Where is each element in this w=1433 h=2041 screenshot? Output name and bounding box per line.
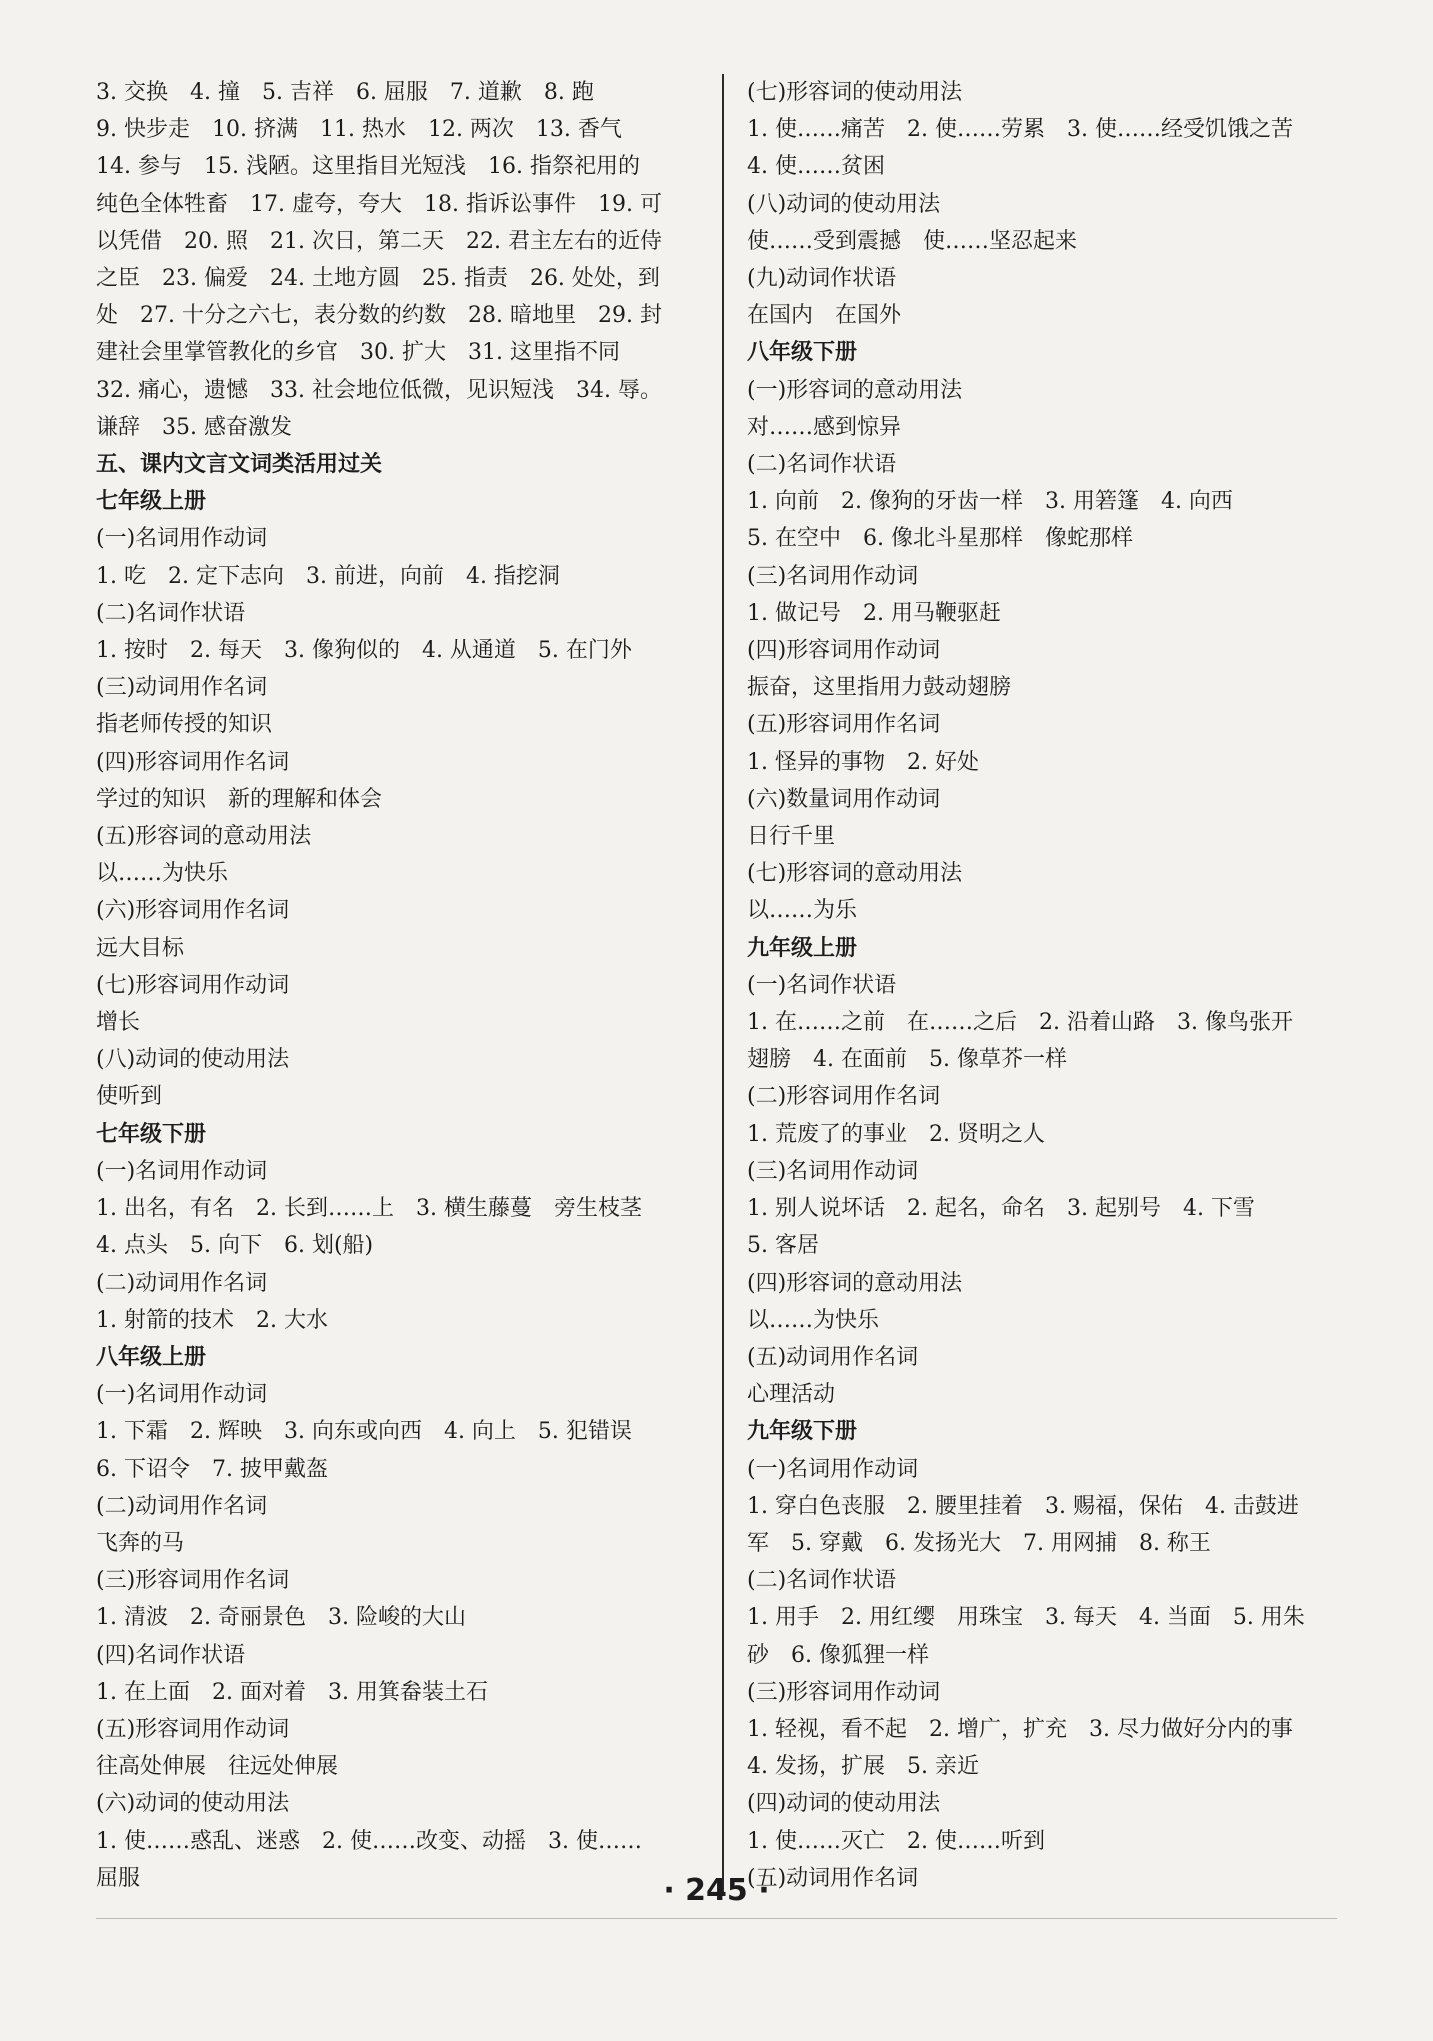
text-line: (二)名词作状语 [96, 600, 246, 626]
text-line: 1. 怪异的事物 2. 好处 [747, 749, 979, 775]
text-line: 之臣 23. 偏爱 24. 土地方圆 25. 指责 26. 处处，到 [96, 266, 660, 292]
text-line: (九)动词作状语 [747, 266, 897, 292]
text-line: 4. 使……贫困 [747, 154, 885, 180]
text-line: 1. 荒废了的事业 2. 贤明之人 [747, 1121, 1045, 1147]
text-line: (一)名词用作动词 [96, 526, 268, 552]
text-line: 1. 出名，有名 2. 长到……上 3. 横生藤蔓 旁生枝茎 [96, 1196, 642, 1222]
text-line: 建社会里掌管教化的乡官 30. 扩大 31. 这里指不同 [96, 340, 620, 366]
text-line: 远大目标 [96, 935, 185, 961]
text-line: (一)名词用作动词 [747, 1456, 919, 1482]
text-line: 1. 射箭的技术 2. 大水 [96, 1307, 328, 1333]
text-line: (四)形容词用作名词 [96, 749, 290, 775]
text-line: (七)形容词的使动用法 [747, 80, 963, 105]
text-line: (三)名词用作动词 [747, 1158, 919, 1184]
text-line: 14. 参与 15. 浅陋。这里指目光短浅 16. 指祭祀用的 [96, 154, 640, 180]
text-line: 砂 6. 像狐狸一样 [747, 1642, 929, 1668]
text-line: 飞奔的马 [96, 1530, 185, 1556]
text-line: (七)形容词用作动词 [96, 972, 290, 998]
text-line: 军 5. 穿戴 6. 发扬光大 7. 用网捕 8. 称王 [747, 1530, 1211, 1556]
text-line: 1. 使……惑乱、迷惑 2. 使……改变、动摇 3. 使…… [96, 1828, 642, 1854]
text-line: (八)动词的使动用法 [747, 191, 941, 217]
text-line: 以凭借 20. 照 21. 次日，第二天 22. 君主左右的近侍 [96, 228, 662, 254]
section-heading: 八年级下册 [747, 339, 858, 366]
text-line: 往高处伸展 往远处伸展 [96, 1754, 339, 1780]
text-line: 3. 交换 4. 撞 5. 吉祥 6. 屈服 7. 道歉 8. 跑 [96, 80, 594, 105]
text-line: 32. 痛心，遗憾 33. 社会地位低微，见识短浅 34. 辱。 [96, 377, 662, 403]
text-line: (二)名词作状语 [747, 1568, 897, 1594]
section-heading: 七年级上册 [96, 488, 207, 515]
text-line: 以……为快乐 [747, 1307, 880, 1333]
text-line: 5. 客居 [747, 1233, 819, 1259]
text-line: (一)名词作状语 [747, 972, 897, 998]
text-line: 9. 快步走 10. 挤满 11. 热水 12. 两次 13. 香气 [96, 117, 622, 143]
text-line: 对……感到惊异 [747, 414, 902, 440]
text-line: 谦辞 35. 感奋激发 [96, 414, 292, 440]
text-line: 以……为乐 [747, 898, 858, 924]
section-heading: 九年级下册 [747, 1418, 858, 1445]
text-line: (六)数量词用作动词 [747, 786, 941, 812]
text-line: 处 27. 十分之六七，表分数的约数 28. 暗地里 29. 封 [96, 303, 662, 329]
text-line: (七)形容词的意动用法 [747, 861, 963, 887]
left-column [96, 74, 706, 1897]
text-line: (五)动词用作名词 [747, 1344, 919, 1370]
text-line: 纯色全体牲畜 17. 虚夸，夸大 18. 指诉讼事件 19. 可 [96, 191, 662, 217]
text-line: (四)名词作状语 [96, 1642, 246, 1668]
text-line: 1. 轻视，看不起 2. 增广，扩充 3. 尽力做好分内的事 [747, 1716, 1293, 1742]
text-line: (二)动词用作名词 [96, 1270, 268, 1296]
text-line: (三)动词用作名词 [96, 675, 268, 701]
text-line: 日行千里 [747, 824, 836, 850]
text-line: 1. 在……之前 在……之后 2. 沿着山路 3. 像鸟张开 [747, 1010, 1293, 1036]
section-heading: 七年级下册 [96, 1120, 207, 1147]
text-line: (一)形容词的意动用法 [747, 377, 963, 403]
text-line: (五)形容词用作名词 [747, 712, 941, 738]
text-line: 1. 做记号 2. 用马鞭驱赶 [747, 600, 1001, 626]
text-line: 在国内 在国外 [747, 303, 902, 329]
text-line: 使听到 [96, 1084, 163, 1110]
text-line: (四)动词的使动用法 [747, 1791, 941, 1817]
text-line: 1. 别人说坏话 2. 起名，命名 3. 起别号 4. 下雪 [747, 1196, 1255, 1222]
footer-rule [96, 1918, 1337, 1919]
text-line: 屈服 [96, 1865, 141, 1891]
text-line: (五)动词用作名词 [747, 1865, 919, 1891]
text-line: 1. 穿白色丧服 2. 腰里挂着 3. 赐福，保佑 4. 击鼓进 [747, 1493, 1299, 1519]
text-line: (六)形容词用作名词 [96, 898, 290, 924]
text-line: 1. 用手 2. 用红缨 用珠宝 3. 每天 4. 当面 5. 用朱 [747, 1605, 1305, 1631]
text-line: 增长 [96, 1010, 141, 1036]
text-line: (一)名词用作动词 [96, 1382, 268, 1408]
text-line: 振奋，这里指用力鼓动翅膀 [747, 675, 1012, 701]
text-line: 1. 向前 2. 像狗的牙齿一样 3. 用箬篷 4. 向西 [747, 489, 1233, 515]
text-line: (二)形容词用作名词 [747, 1084, 941, 1110]
text-line: 1. 使……痛苦 2. 使……劳累 3. 使……经受饥饿之苦 [747, 117, 1293, 143]
section-heading: 八年级上册 [96, 1343, 207, 1370]
text-line: 使……受到震撼 使……坚忍起来 [747, 228, 1078, 254]
text-line: 1. 下霜 2. 辉映 3. 向东或向西 4. 向上 5. 犯错误 [96, 1419, 632, 1445]
text-line: 1. 清波 2. 奇丽景色 3. 险峻的大山 [96, 1605, 466, 1631]
text-line: (四)形容词用作动词 [747, 638, 941, 664]
text-line: (四)形容词的意动用法 [747, 1270, 963, 1296]
page-number: · 245 · [663, 1873, 770, 1908]
text-line: 以……为快乐 [96, 861, 229, 887]
text-line: 指老师传授的知识 [96, 712, 273, 738]
text-line: 心理活动 [747, 1382, 836, 1408]
text-line: (二)动词用作名词 [96, 1493, 268, 1519]
text-line: 1. 按时 2. 每天 3. 像狗似的 4. 从通道 5. 在门外 [96, 638, 632, 664]
text-line: (一)名词用作动词 [96, 1158, 268, 1184]
text-line: (五)形容词的意动用法 [96, 824, 312, 850]
section-heading: 五、课内文言文词类活用过关 [96, 451, 383, 478]
text-line: 5. 在空中 6. 像北斗星那样 像蛇那样 [747, 526, 1133, 552]
text-line: (三)形容词用作动词 [747, 1679, 941, 1705]
text-line: (三)名词用作动词 [747, 563, 919, 589]
right-column [747, 74, 1357, 1897]
text-line: 6. 下诏令 7. 披甲戴盔 [96, 1456, 328, 1482]
section-heading: 九年级上册 [747, 934, 858, 961]
text-line: (五)形容词用作动词 [96, 1716, 290, 1742]
text-line: (二)名词作状语 [747, 452, 897, 478]
text-line: 1. 在上面 2. 面对着 3. 用箕畚装土石 [96, 1679, 488, 1705]
text-line: 1. 使……灭亡 2. 使……听到 [747, 1828, 1045, 1854]
text-line: 1. 吃 2. 定下志向 3. 前进，向前 4. 指挖洞 [96, 563, 560, 589]
text-line: (六)动词的使动用法 [96, 1791, 290, 1817]
column-divider [722, 74, 724, 1894]
text-line: (八)动词的使动用法 [96, 1047, 290, 1073]
text-line: 翅膀 4. 在面前 5. 像草芥一样 [747, 1047, 1067, 1073]
text-line: 4. 发扬，扩展 5. 亲近 [747, 1754, 979, 1780]
text-line: (三)形容词用作名词 [96, 1568, 290, 1594]
text-line: 4. 点头 5. 向下 6. 划(船) [96, 1233, 374, 1259]
text-line: 学过的知识 新的理解和体会 [96, 786, 383, 812]
